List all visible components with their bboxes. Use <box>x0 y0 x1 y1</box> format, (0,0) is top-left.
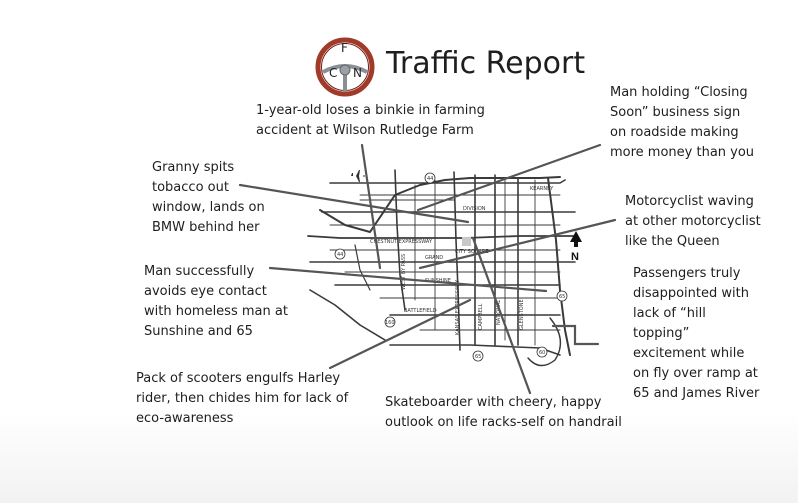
fcn-steering-wheel-logo <box>314 36 376 98</box>
logo-letter-n: N <box>353 66 362 80</box>
label-division: DIVISION <box>463 206 486 212</box>
caption-scooters: Pack of scooters engulfs Harley rider, then chides him for lack of eco-awareness <box>136 371 349 426</box>
shield-60: 60 <box>539 350 546 356</box>
leader-closing <box>418 145 600 210</box>
leader-scooters <box>330 300 470 368</box>
label-chestnut: CHESTNUT EXPRESSWAY <box>370 239 433 245</box>
airplane-icon <box>351 170 365 182</box>
road-65 <box>548 178 570 355</box>
label-battlefield: BATTLEFIELD <box>404 308 437 314</box>
caption-eye-contact: Man successfully avoids eye contact with homeless man at Sunshine and 65 <box>144 264 288 339</box>
label-city-square: CITY SQUARE <box>455 249 489 255</box>
road-160 <box>310 290 385 340</box>
shield-65-b: 65 <box>475 354 482 360</box>
label-glenstone: GLENSTONE <box>519 299 525 330</box>
logo-letter-f: F <box>341 41 348 55</box>
caption-granny: Granny spits tobacco out window, lands on BMW behind her <box>152 160 265 235</box>
label-campbell: CAMPBELL <box>478 303 484 330</box>
page-title: Traffic Report <box>386 46 586 81</box>
caption-passengers: Passengers truly disappointed with lack of “hill topping” excitement while on fly over ramp at 65 and James River <box>633 266 760 401</box>
label-national: NATIONAL <box>496 299 502 325</box>
shield-160: 160 <box>385 320 395 326</box>
caption-closing-soon: Man holding “Closing Soon” business sign on roadside making more money than you <box>610 85 755 160</box>
shield-44-b: 44 <box>337 252 344 258</box>
shield-44-a: 44 <box>427 176 434 182</box>
label-kansas: KANSAS EXPRESSWAY <box>455 279 461 335</box>
city-square-marker <box>462 237 471 246</box>
label-kearney: KEARNEY <box>530 186 554 192</box>
label-west-bypass: WEST BY PASS <box>401 253 407 290</box>
shield-65-a: 65 <box>559 294 566 300</box>
north-arrow-icon <box>570 231 582 247</box>
logo-letter-c: C <box>329 66 338 80</box>
label-grand: GRAND <box>425 255 444 261</box>
label-sunshine: SUNSHINE <box>425 278 451 284</box>
caption-motorcyclist: Motorcyclist waving at other motorcyclist like the Queen <box>625 194 761 249</box>
caption-skateboarder: Skateboarder with cheery, happy outlook on life racks-self on handrail <box>385 395 622 430</box>
north-label: N <box>571 251 579 263</box>
caption-binkie: 1-year-old loses a binkie in farming accident at Wilson Rutledge Farm <box>256 103 485 138</box>
